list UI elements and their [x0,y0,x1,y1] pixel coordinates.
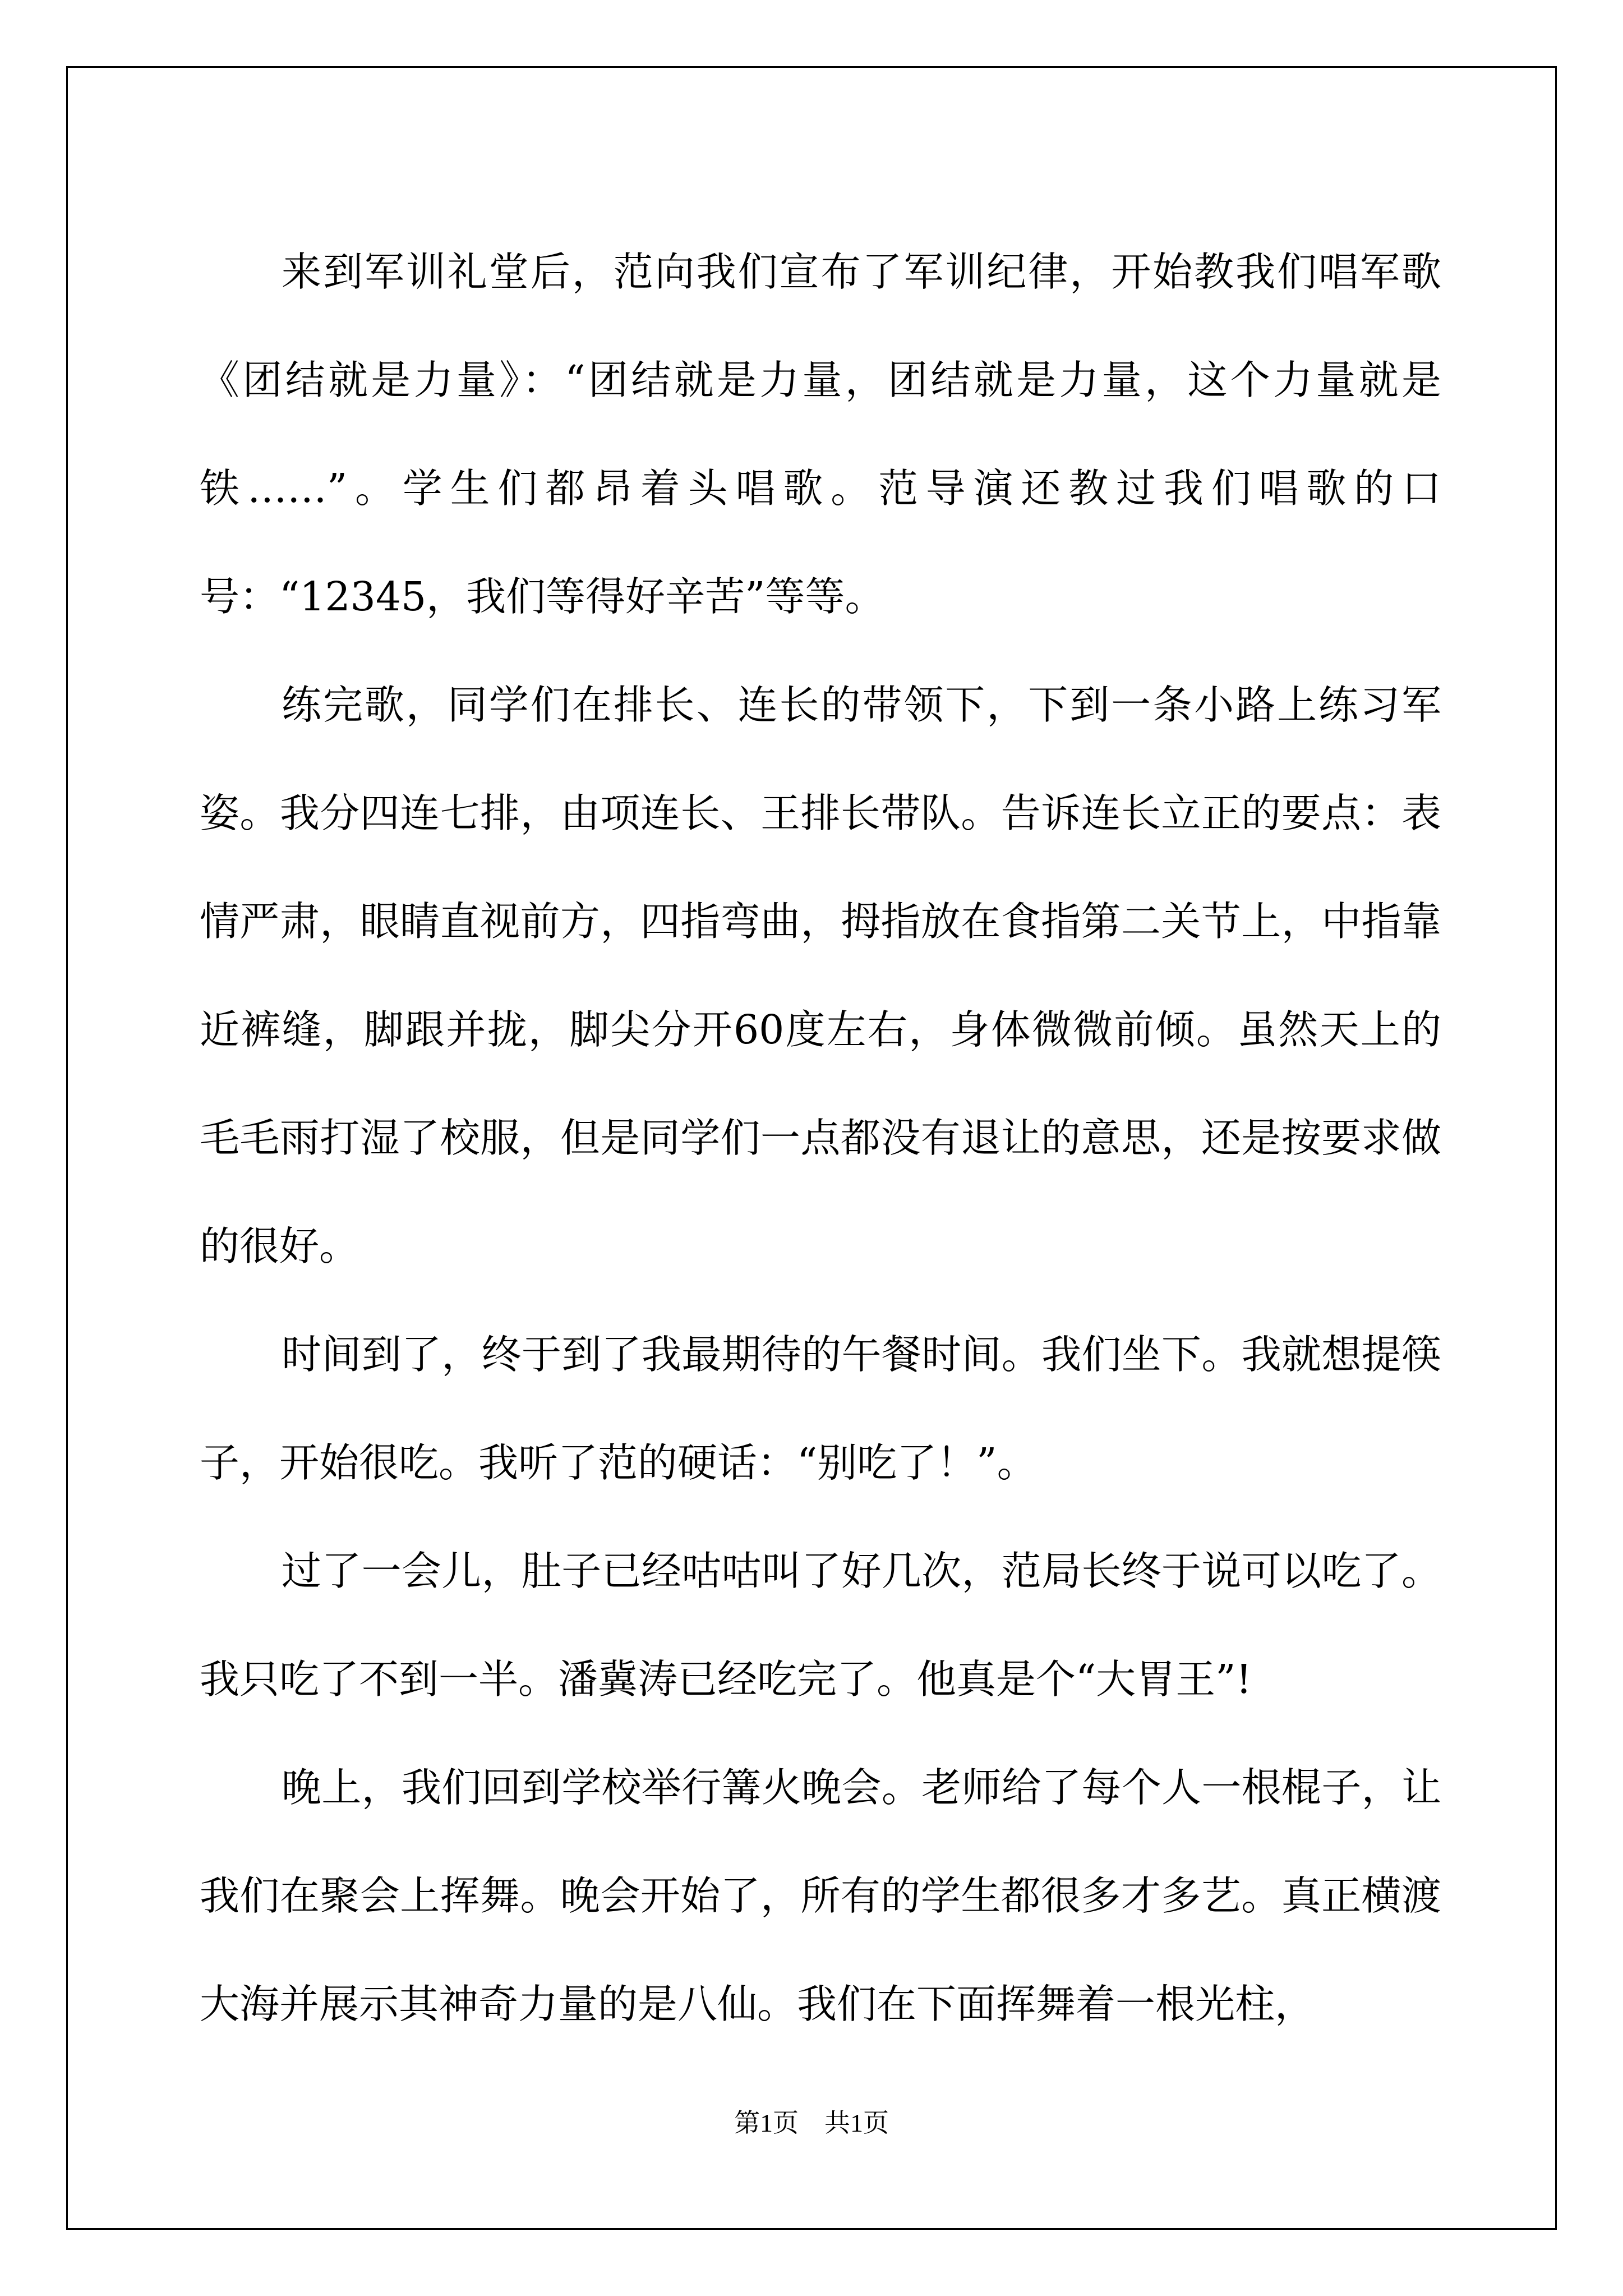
document-body [200,218,1441,2058]
paragraph-1: 来到军训礼堂后，范向我们宣布了军训纪律，开始教我们唱军歌《团结就是力量》：“团结就是力量，团结就是力量，这个力量就是铁……”。学生们都昂着头唱歌。范导演还教过我们唱歌的口号：“12345，我们等得好辛苦”等等。 [200,249,1441,620]
paragraph-5: 晚上，我们回到学校举行篝火晚会。老师给了每个人一根棍子，让我们在聚会上挥舞。晚会开始了，所有的学生都很多才多艺。真正横渡大海并展示其神奇力量的是八仙。我们在下面挥舞着一根光柱， [200,1764,1441,2027]
paragraph-2: 练完歌，同学们在排长、连长的带领下，下到一条小路上练习军姿。我分四连七排，由项连长、王排长带队。告诉连长立正的要点：表情严肃，眼睛直视前方，四指弯曲，拇指放在食指第二关节上，中指靠近裤缝，脚跟并拢，脚尖分开60度左右，身体微微前倾。虽然天上的毛毛雨打湿了校服，但是同学们一点都没有退让的意思，还是按要求做的很好。 [200,682,1441,1269]
paragraph-3: 时间到了，终于到了我最期待的午餐时间。我们坐下。我就想提筷子，开始很吃。我听了范的硬话：“别吃了！”。 [200,1331,1441,1486]
page-number: 第1页 [734,2109,799,2137]
page-footer [0,2106,1623,2140]
paragraph-4: 过了一会儿，肚子已经咕咕叫了好几次，范局长终于说可以吃了。我只吃了不到一半。潘冀涛已经吃完了。他真是个“大胃王”! [200,1548,1441,1703]
page-total: 共1页 [824,2109,889,2137]
